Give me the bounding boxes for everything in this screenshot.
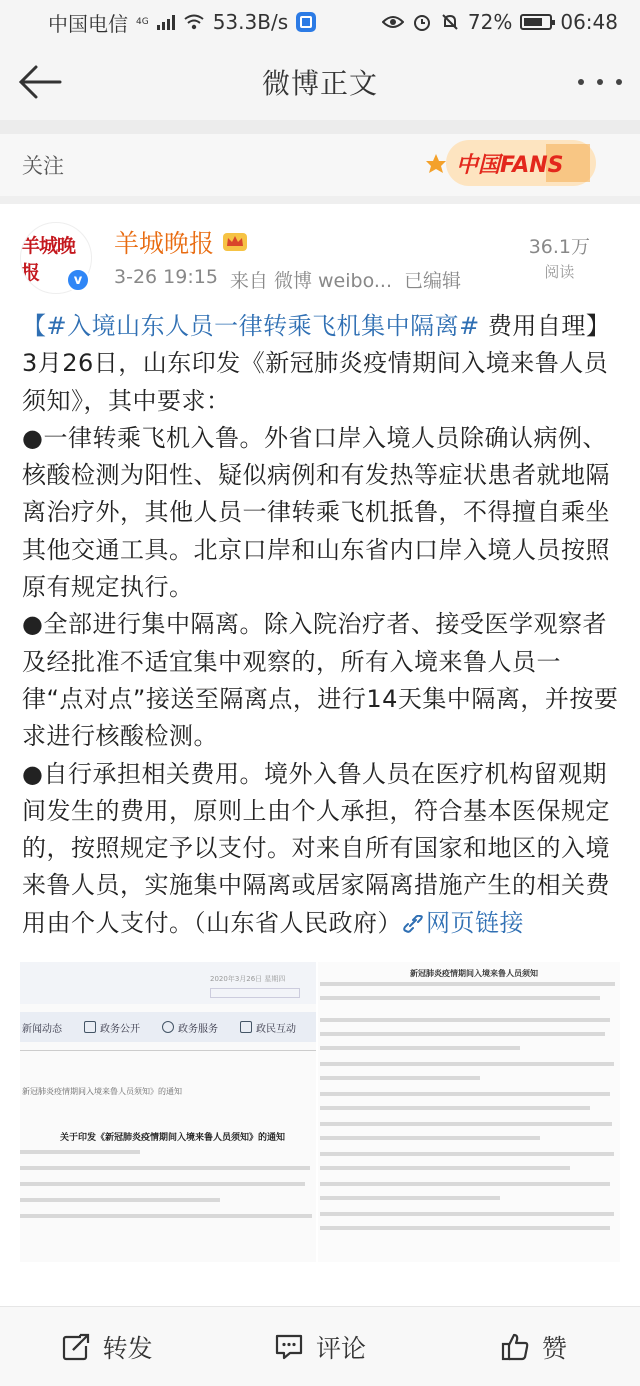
rdoc-text-line (320, 1122, 612, 1126)
rdoc-text-line (320, 1018, 610, 1022)
rdoc-text-line (320, 1046, 520, 1050)
point-3 (22, 756, 622, 942)
carrier-label: 中国电信 (48, 11, 128, 36)
post-images (20, 962, 620, 1292)
rdoc-text-line (320, 1032, 605, 1036)
rdoc-text-line (320, 1092, 610, 1096)
fans-badge-label: 中国FANS (456, 153, 564, 178)
doc-text-line (20, 1182, 305, 1186)
follow-label[interactable]: 关注 (22, 154, 64, 178)
read-count (529, 232, 590, 282)
rdoc-text-line (320, 996, 600, 1000)
avatar-logo-text: 羊城晚报 (21, 235, 76, 284)
post-body (22, 308, 622, 942)
repost-button[interactable] (0, 1329, 213, 1365)
read-count-value: 36.1万 (528, 236, 590, 258)
repost-icon (61, 1332, 91, 1362)
author-label: 羊城晚报 (114, 229, 215, 258)
read-count-label: 阅读 (544, 263, 575, 281)
doc-nav-news: 新闻动态 (22, 1023, 62, 1035)
image-left[interactable] (20, 962, 318, 1262)
comment-icon (274, 1332, 304, 1362)
signal-icon (157, 14, 175, 30)
rdoc-text-line (320, 1106, 590, 1110)
doc-search-box (210, 988, 300, 998)
battery-percent: 72% (467, 10, 513, 34)
rdoc-text-line (320, 1062, 614, 1066)
point-3-text: ●自行承担相关费用。境外入鲁人员在医疗机构留观期间发生的费用，原则上由个人承担，符合基本医保规定的，按照规定予以支付。对来自所有国家和地区的入境来鲁人员，实施集中隔离或居家隔离措施产生的相关费用由个人支付。（山东省人民政府） (22, 759, 610, 937)
doc-nav-affairs: 政务公开 (84, 1020, 140, 1035)
rdoc-text-line (320, 982, 615, 986)
link-icon (402, 915, 424, 933)
post-meta (114, 266, 461, 293)
comment-button[interactable] (213, 1329, 426, 1365)
doc-title: 关于印发《新冠肺炎疫情期间入境来鲁人员须知》的通知 (60, 1133, 286, 1143)
doc-date: 2020年3月26日 星期四 (210, 975, 286, 983)
post-intro (22, 308, 622, 420)
doc-blurb: 新冠肺炎疫情期间入境来鲁人员须知》的通知 (22, 1087, 182, 1096)
china-fans-badge[interactable] (426, 134, 598, 192)
verified-icon: v (66, 268, 90, 292)
doc-nav (20, 1012, 318, 1042)
doc-text-line (20, 1166, 310, 1170)
rdoc-text-line (320, 1196, 500, 1200)
divider (0, 120, 640, 134)
web-link-label: 网页链接 (426, 908, 524, 937)
edited-label[interactable]: 已编辑 (403, 270, 461, 292)
network-type: 4G (136, 17, 149, 27)
rdoc-text-line (320, 1152, 614, 1156)
doc-nav-services: 政务服务 (162, 1020, 218, 1035)
crown-icon (222, 231, 248, 253)
doc-text-line (20, 1198, 220, 1202)
eye-icon (382, 14, 404, 30)
doc-text-line (20, 1150, 140, 1154)
back-arrow-icon[interactable] (16, 62, 64, 102)
rdoc-text-line (320, 1076, 480, 1080)
mute-icon (440, 12, 460, 32)
like-button[interactable] (427, 1329, 640, 1365)
point-2: ●全部进行集中隔离。除入院治疗者、接受医学观察者及经批准不适宜集中观察的，所有入境来鲁人员一律“点对点”接送至隔离点，进行14天集中隔离，并按要求进行核酸检测。 (22, 610, 619, 751)
rdoc-text-line (320, 1136, 540, 1140)
alarm-icon (412, 12, 432, 32)
like-label: 赞 (541, 1333, 567, 1363)
post-date: 3-26 19:15 (114, 266, 218, 288)
clock: 06:48 (560, 10, 618, 34)
status-bar (0, 0, 640, 44)
more-options-icon[interactable] (578, 70, 622, 94)
doc-nav-interaction: 政民互动 (240, 1020, 296, 1035)
app-notification-icon (296, 12, 316, 32)
repost-label: 转发 (102, 1333, 153, 1363)
post-header (0, 204, 640, 304)
doc-divider (20, 1050, 318, 1051)
rdoc-text-line (320, 1212, 614, 1216)
hashtag-link[interactable]: 【#入境山东人员一律转乘飞机集中隔离# (22, 312, 480, 340)
rdoc-title: 新冠肺炎疫情期间入境来鲁人员须知 (410, 969, 538, 978)
web-link[interactable] (402, 909, 524, 937)
wifi-icon (183, 13, 205, 31)
comment-label: 评论 (315, 1333, 366, 1363)
battery-icon (520, 14, 552, 30)
rdoc-text-line (320, 1166, 570, 1170)
divider (0, 196, 640, 204)
author-name[interactable] (114, 224, 248, 260)
network-speed: 53.3B/s (212, 10, 289, 34)
rdoc-text-line (320, 1182, 610, 1186)
follow-row (0, 134, 640, 196)
image-right[interactable] (318, 962, 620, 1262)
nav-bar (0, 44, 640, 120)
action-toolbar (0, 1306, 640, 1386)
doc-text-line (20, 1214, 312, 1218)
intro-text: 费用自理】3月26日，山东印发《新冠肺炎疫情期间入境来鲁人员须知》，其中要求： (22, 312, 611, 415)
post-source[interactable]: 来自 微博 weibo... (229, 270, 392, 292)
point-1: ●一律转乘飞机入鲁。外省口岸入境人员除确认病例、核酸检测为阳性、疑似病例和有发热等症状患者就地隔离治疗外，其他人员一律转乘飞机抵鲁，不得擅自乘坐其他交通工具。北京口岸和山东省内口岸入境人员按照原有规定执行。 (22, 423, 610, 602)
page-title: 微博正文 (261, 67, 378, 100)
rdoc-text-line (320, 1226, 610, 1230)
thumbs-up-icon (500, 1332, 530, 1362)
